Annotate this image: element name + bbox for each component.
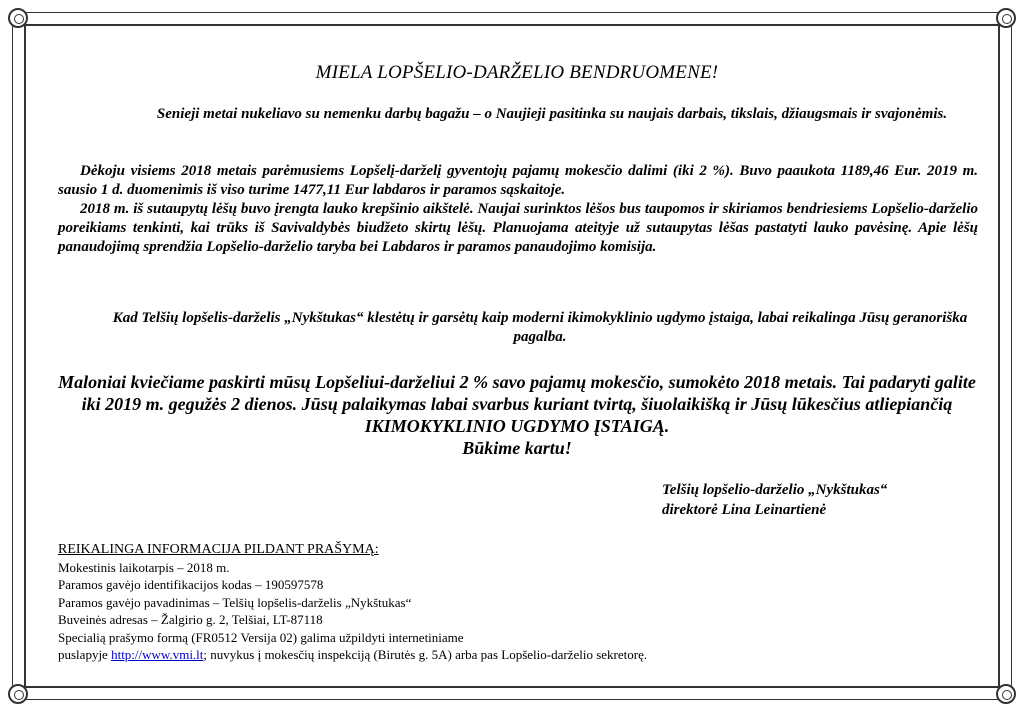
signature-director: direktorė Lina Leinartienė xyxy=(662,502,827,518)
corner-ornament-top-right xyxy=(996,8,1016,28)
paragraph-appeal: Kad Telšių lopšelis-darželis „Nykštukas“ klestėtų ir garsėtų kaip moderni ikimokyklinio ugdymo įstaiga, labai reikalinga Jūsų geranoriška pagalba. xyxy=(112,310,968,345)
info-line: Paramos gavėjo pavadinimas – Telšių lopšelis-darželis „Nykštukas“ xyxy=(58,594,412,610)
paragraph-intro: Senieji metai nukeliavo su nemenku darbų bagažu – o Naujieji pasitinka su naujais darbais, tikslais, džiaugsmais ir svajonėmis. xyxy=(156,106,948,122)
corner-ornament-bottom-left xyxy=(8,684,28,704)
info-block xyxy=(58,541,958,664)
info-line: Specialią prašymo formą (FR0512 Versija 02) galima užpildyti internetiniame xyxy=(58,629,464,645)
invitation-closing: Būkime kartu! xyxy=(462,438,572,458)
paragraph-invitation xyxy=(50,371,984,459)
info-header: REIKALINGA INFORMACIJA PILDANT PRAŠYMĄ: xyxy=(58,542,379,557)
signature-institution: Telšių lopšelio-darželio „Nykštukas“ xyxy=(662,482,888,498)
info-line: Buveinės adresas – Žalgirio g. 2, Telšiai, LT-87118 xyxy=(58,612,323,627)
corner-ornament-bottom-right xyxy=(996,684,1016,704)
info-line: Mokestinis laikotarpis – 2018 m. xyxy=(58,559,230,575)
vmi-link[interactable]: http://www.vmi.lt xyxy=(111,647,204,662)
letter-title: MIELA LOPŠELIO-DARŽELIO BENDRUOMENE! xyxy=(315,62,719,83)
paragraph-thanks xyxy=(58,162,978,257)
signature-block xyxy=(662,480,982,520)
invitation-text: Maloniai kviečiame paskirti mūsų Lopšeliui-darželiui 2 % savo pajamų mokesčio, sumokėto 2018 metais. Tai padaryti galite iki 2019 m. gegužės 2 dienos. Jūsų palaikymas labai svarbus kuriant tvirtą, šiuolaikišką ir Jūsų lūkesčius atliepiančią IKIMOKYKLINIO UGDYMO ĮSTAIGĄ. xyxy=(58,372,976,436)
paragraph-thanks-part2: 2018 m. iš sutaupytų lėšų buvo įrengta lauko krepšinio aikštelė. Naujai surinktos lėšos bus taupomos ir skiriamos bendriesiems Lopšelio-darželio poreikiams tenkinti, kai trūks iš Savivaldybės biudžeto skirtų lėšų. Planuojama ateityje už sutaupytas lėšas pastatyti lauko pavėsinę. Apie lėšų panaudojimą sprendžia Lopšelio-darželio taryba bei Labdaros ir paramos panaudojimo komisija. xyxy=(58,201,978,255)
info-line-last: puslapyje http://www.vmi.lt; nuvykus į mokesčių inspekciją (Birutės g. 5A) arba pas Lopšelio-darželio sekretorę. xyxy=(58,647,648,662)
corner-ornament-top-left xyxy=(8,8,28,28)
info-line: Paramos gavėjo identifikacijos kodas – 190597578 xyxy=(58,577,324,592)
paragraph-thanks-part1: Dėkoju visiems 2018 metais parėmusiems Lopšelį-darželį gyventojų pajamų mokesčio dalimi (iki 2 %). Buvo paaukota 1189,46 Eur. 2019 m. sausio 1 d. duomenimis iš viso turime 1477,11 Eur labdaros ir paramos sąskaitoje. xyxy=(58,163,978,198)
